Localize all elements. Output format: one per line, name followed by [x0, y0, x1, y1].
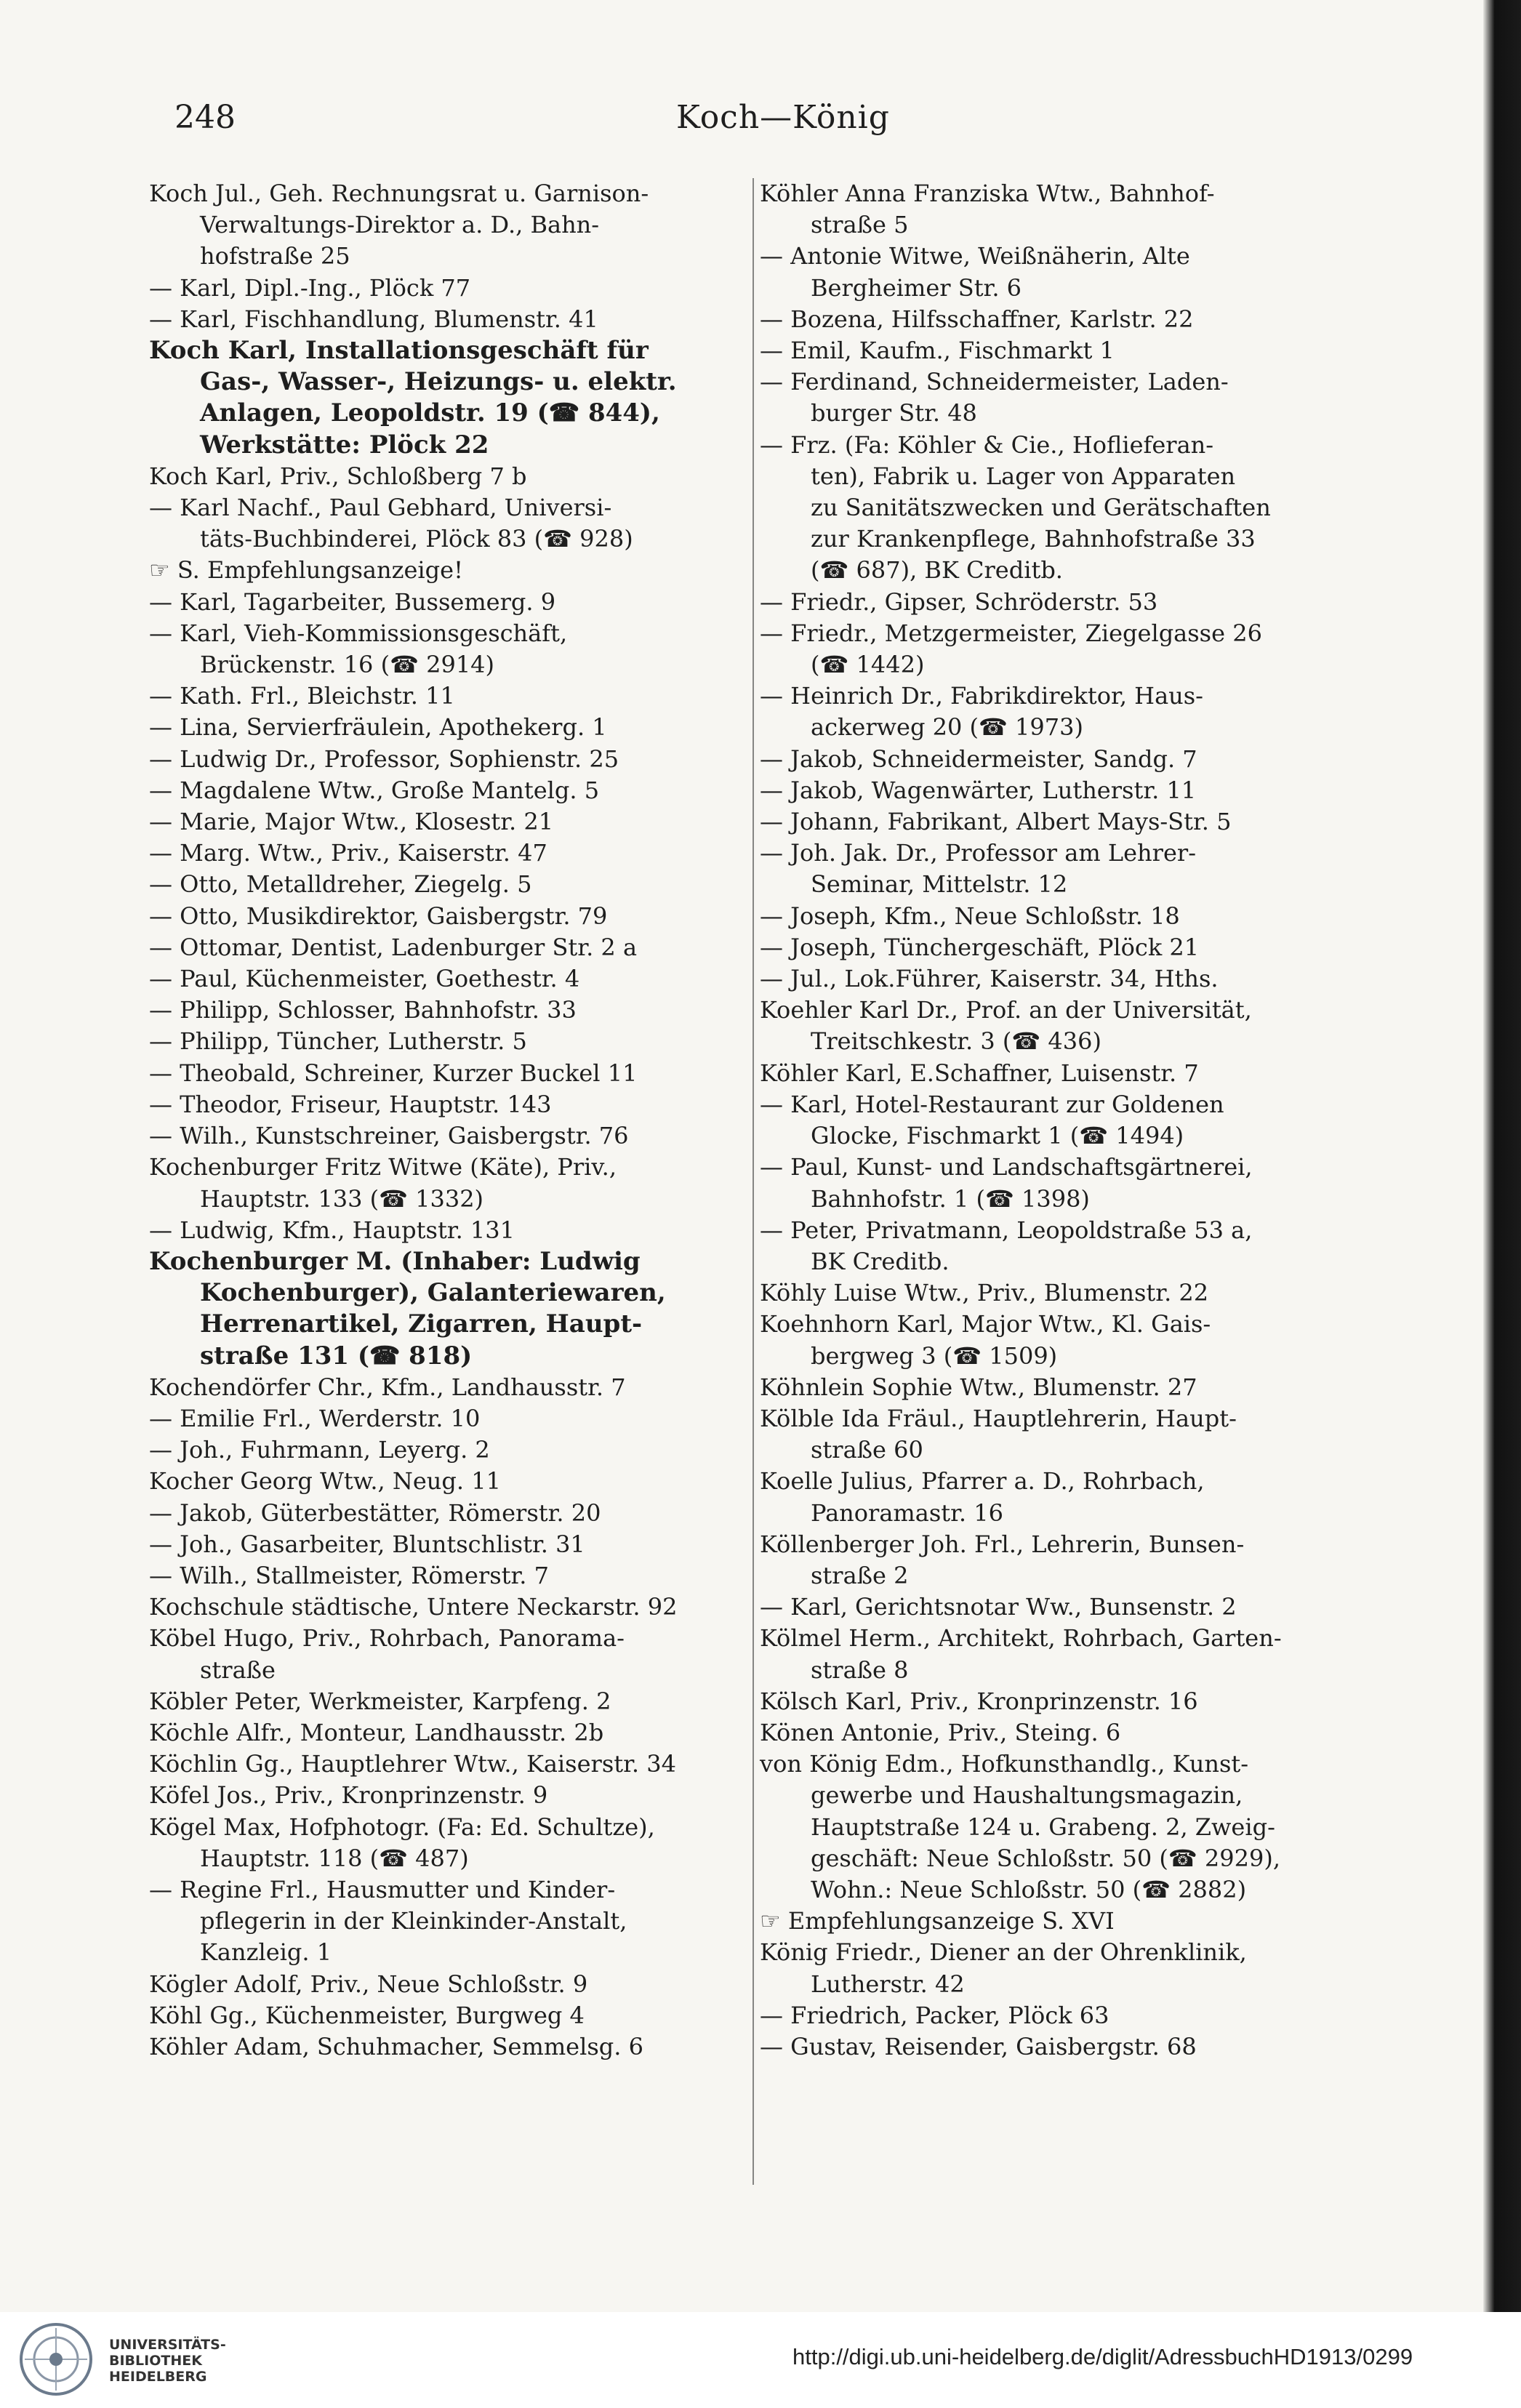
entry-continuation-line: Kochenburger), Galanteriewaren,	[200, 1278, 666, 1308]
entry-line: — Jakob, Schneidermeister, Sandg. 7	[760, 745, 1197, 773]
directory-entry	[149, 335, 774, 461]
directory-entry	[149, 1749, 774, 1780]
entry-line: — Emil, Kaufm., Fischmarkt 1	[760, 337, 1115, 365]
entry-line: — Ottomar, Dentist, Ladenburger Str. 2 a	[149, 933, 638, 961]
directory-entry	[149, 618, 774, 681]
entry-line: — Marg. Wtw., Priv., Kaiserstr. 47	[149, 839, 547, 867]
entry-line: — Frz. (Fa: Köhler & Cie., Hoflieferan-	[760, 430, 1214, 459]
entry-continuation-line: Hauptstr. 118 (☎ 487)	[200, 1844, 469, 1872]
directory-entry	[149, 555, 774, 586]
entry-line: Köchle Alfr., Monteur, Landhausstr. 2b	[149, 1718, 604, 1746]
entry-continuation-line: zu Sanitätszwecken und Gerätschaften	[811, 494, 1271, 522]
entry-line: Koelle Julius, Pfarrer a. D., Rohrbach,	[760, 1467, 1205, 1496]
entry-continuation-line: (☎ 687), BK Creditb.	[811, 556, 1063, 585]
entry-line: — Theobald, Schreiner, Kurzer Buckel 11	[149, 1059, 638, 1087]
directory-entry	[149, 681, 774, 712]
entry-line: — Otto, Musikdirektor, Gaisbergstr. 79	[149, 902, 608, 930]
directory-entry	[149, 1026, 774, 1057]
directory-entry	[760, 304, 1385, 335]
entry-line: — Karl, Vieh-Kommissionsgeschäft,	[149, 619, 568, 647]
entry-line: — Joseph, Tünchergeschäft, Plöck 21	[760, 933, 1200, 961]
entry-line: — Otto, Metalldreher, Ziegelg. 5	[149, 870, 532, 899]
entry-line: — Marie, Major Wtw., Klosestr. 21	[149, 808, 554, 836]
directory-entry	[760, 806, 1385, 838]
running-head: Koch—König	[676, 99, 890, 136]
entry-continuation-line: ten), Fabrik u. Lager von Apparaten	[811, 462, 1236, 490]
entry-continuation-line: Wohn.: Neue Schloßstr. 50 (☎ 2882)	[811, 1875, 1247, 1903]
entry-line: Kölble Ida Fräul., Hauptlehrerin, Haupt-	[760, 1404, 1237, 1432]
library-name-line: UNIVERSITÄTS-	[109, 2337, 226, 2353]
footer	[0, 2312, 1521, 2408]
directory-entry	[149, 932, 774, 963]
directory-entry	[149, 1874, 774, 1969]
entry-line: — Antonie Witwe, Weißnäherin, Alte	[760, 242, 1190, 270]
directory-entry	[149, 461, 774, 492]
directory-entry	[149, 1372, 774, 1403]
entry-line: — Friedr., Metzgermeister, Ziegelgasse 26	[760, 619, 1262, 647]
directory-entry	[149, 587, 774, 618]
directory-entry	[149, 1403, 774, 1434]
directory-entry	[149, 712, 774, 743]
entry-line: — Karl, Tagarbeiter, Bussemerg. 9	[149, 587, 556, 616]
entry-line: — Jakob, Güterbestätter, Römerstr. 20	[149, 1498, 601, 1527]
directory-entry	[760, 1372, 1385, 1403]
directory-entry	[760, 1592, 1385, 1623]
directory-entry	[760, 838, 1385, 900]
entry-line: — Wilh., Kunstschreiner, Gaisbergstr. 76	[149, 1122, 629, 1150]
directory-entry	[760, 995, 1385, 1057]
entry-line: — Karl, Dipl.-Ing., Plöck 77	[149, 273, 471, 302]
entry-continuation-line: straße 60	[811, 1436, 923, 1464]
entry-line: von König Edm., Hofkunsthandlg., Kunst-	[760, 1750, 1249, 1778]
entry-continuation-line: Hauptstraße 124 u. Grabeng. 2, Zweig-	[811, 1813, 1275, 1841]
directory-entry	[149, 2000, 774, 2031]
entry-continuation-line: Treitschkestr. 3 (☎ 436)	[811, 1027, 1101, 1056]
directory-entry	[760, 681, 1385, 743]
directory-entry	[149, 1560, 774, 1592]
entry-line: Koehler Karl Dr., Prof. an der Universität,	[760, 996, 1252, 1024]
directory-entry	[760, 744, 1385, 775]
entry-line: Kölmel Herm., Architekt, Rohrbach, Garten-	[760, 1624, 1282, 1653]
directory-entry	[149, 838, 774, 869]
directory-entry	[149, 995, 774, 1026]
directory-entry	[760, 1717, 1385, 1749]
entry-continuation-line: gewerbe und Haushaltungsmagazin,	[811, 1781, 1243, 1810]
entry-line: Köllenberger Joh. Frl., Lehrerin, Bunsen-	[760, 1530, 1245, 1558]
entry-line: — Philipp, Tüncher, Lutherstr. 5	[149, 1027, 527, 1056]
entry-line: Köbel Hugo, Priv., Rohrbach, Panorama-	[149, 1624, 625, 1653]
directory-entry	[760, 1937, 1385, 1999]
entry-line: — Ludwig, Kfm., Hauptstr. 131	[149, 1216, 515, 1244]
entry-line: Köfel Jos., Priv., Kronprinzenstr. 9	[149, 1781, 548, 1810]
directory-entry	[149, 1717, 774, 1749]
directory-entry	[760, 1466, 1385, 1528]
entry-line: — Karl Nachf., Paul Gebhard, Universi-	[149, 494, 612, 522]
directory-entry	[149, 744, 774, 775]
library-name-line: BIBLIOTHEK	[109, 2353, 202, 2369]
directory-entry	[149, 901, 774, 932]
entry-line: Köhler Adam, Schuhmacher, Semmelsg. 6	[149, 2032, 643, 2060]
directory-entry	[149, 273, 774, 304]
directory-entry	[149, 1466, 774, 1497]
directory-entry	[149, 1058, 774, 1089]
directory-entry	[760, 1277, 1385, 1309]
directory-entry	[760, 366, 1385, 429]
directory-entry	[760, 430, 1385, 587]
entry-continuation-line: straße 5	[811, 211, 909, 239]
entry-continuation-line: Kanzleig. 1	[200, 1938, 332, 1967]
library-name-line: HEIDELBERG	[109, 2369, 207, 2385]
entry-line: — Emilie Frl., Werderstr. 10	[149, 1404, 481, 1432]
directory-entry	[149, 1246, 774, 1372]
entry-line: — Karl, Hotel-Restaurant zur Goldenen	[760, 1090, 1224, 1118]
directory-entry	[760, 1309, 1385, 1371]
entry-line: König Friedr., Diener an der Ohrenklinik,	[760, 1938, 1247, 1967]
directory-entry	[149, 1215, 774, 1246]
directory-entry	[149, 1812, 774, 1874]
directory-entry	[760, 618, 1385, 681]
directory-entry	[149, 775, 774, 806]
directory-entry	[149, 963, 774, 995]
entry-line: — Gustav, Reisender, Gaisbergstr. 68	[760, 2032, 1197, 2060]
entry-continuation-line: Werkstätte: Plöck 22	[200, 430, 489, 459]
entry-line: — Magdalene Wtw., Große Mantelg. 5	[149, 776, 600, 804]
entry-line: — Johann, Fabrikant, Albert Mays-Str. 5	[760, 808, 1232, 836]
entry-continuation-line: burger Str. 48	[811, 399, 977, 428]
directory-entry	[760, 1749, 1385, 1906]
entry-continuation-line: hofstraße 25	[200, 242, 350, 270]
directory-entry	[760, 2000, 1385, 2031]
directory-entry	[760, 241, 1385, 303]
entry-line: Kögler Adolf, Priv., Neue Schloßstr. 9	[149, 1970, 588, 1998]
directory-entry	[760, 1686, 1385, 1717]
entry-line: — Philipp, Schlosser, Bahnhofstr. 33	[149, 996, 577, 1024]
entry-line: — Ferdinand, Schneidermeister, Laden-	[760, 368, 1229, 396]
entry-continuation-line: Herrenartikel, Zigarren, Haupt-	[200, 1309, 643, 1339]
entry-line: Kochschule städtische, Untere Neckarstr. 92	[149, 1593, 678, 1621]
directory-entry	[760, 1529, 1385, 1592]
library-logo-icon	[16, 2319, 96, 2399]
entry-continuation-line: zur Krankenpflege, Bahnhofstraße 33	[811, 525, 1256, 553]
entry-line: Köchlin Gg., Hauptlehrer Wtw., Kaiserstr. 34	[149, 1750, 676, 1778]
entry-continuation-line: Bahnhofstr. 1 (☎ 1398)	[811, 1184, 1090, 1213]
entry-continuation-line: Anlagen, Leopoldstr. 19 (☎ 844),	[200, 398, 660, 428]
entry-line: — Kath. Frl., Bleichstr. 11	[149, 682, 455, 710]
entry-continuation-line: Gas-, Wasser-, Heizungs- u. elektr.	[200, 367, 677, 397]
page-header	[0, 95, 1483, 145]
directory-entry	[760, 775, 1385, 806]
right-column	[760, 178, 1385, 2063]
directory-entry	[760, 2031, 1385, 2063]
directory-entry	[149, 178, 774, 273]
directory-entry	[760, 178, 1385, 241]
entry-line: — Jul., Lok.Führer, Kaiserstr. 34, Hths.	[760, 965, 1219, 993]
entry-line: Kögel Max, Hofphotogr. (Fa: Ed. Schultze),	[149, 1813, 655, 1841]
entry-line: — Paul, Kunst- und Landschaftsgärtnerei,	[760, 1153, 1253, 1181]
entry-line: ☞ S. Empfehlungsanzeige!	[149, 556, 463, 585]
entry-line: — Friedrich, Packer, Plöck 63	[760, 2001, 1109, 2029]
entry-line: — Theodor, Friseur, Hauptstr. 143	[149, 1090, 552, 1118]
directory-entry	[149, 869, 774, 900]
entry-line: — Joh., Gasarbeiter, Bluntschlistr. 31	[149, 1530, 585, 1558]
directory-entry	[760, 1623, 1385, 1685]
entry-line: Koch Karl, Priv., Schloßberg 7 b	[149, 462, 527, 490]
directory-entry	[760, 932, 1385, 963]
entry-line: — Joseph, Kfm., Neue Schloßstr. 18	[760, 902, 1180, 930]
directory-entry	[149, 1529, 774, 1560]
source-url-link[interactable]: http://digi.ub.uni-heidelberg.de/diglit/AdressbuchHD1913/0299	[792, 2344, 1413, 2369]
entry-line: — Paul, Küchenmeister, Goethestr. 4	[149, 965, 580, 993]
directory-entry	[149, 1969, 774, 2000]
entry-line: — Bozena, Hilfsschaffner, Karlstr. 22	[760, 305, 1194, 333]
directory-entry	[149, 2031, 774, 2063]
directory-entry	[760, 587, 1385, 618]
left-column	[149, 178, 774, 2063]
entry-line: Köhler Anna Franziska Wtw., Bahnhof-	[760, 180, 1215, 207]
entry-line: Köhler Karl, E.Schaffner, Luisenstr. 7	[760, 1059, 1199, 1087]
directory-entry	[760, 1403, 1385, 1466]
entry-continuation-line: Lutherstr. 42	[811, 1970, 965, 1998]
page-number: 248	[174, 99, 236, 136]
directory-entry	[149, 1780, 774, 1811]
entry-line: — Lina, Servierfräulein, Apothekerg. 1	[149, 713, 607, 742]
entry-continuation-line: Panoramastr. 16	[811, 1498, 1003, 1527]
entry-continuation-line: Verwaltungs-Direktor a. D., Bahn-	[200, 211, 600, 239]
entry-continuation-line: geschäft: Neue Schloßstr. 50 (☎ 2929),	[811, 1844, 1280, 1872]
directory-entry	[149, 1089, 774, 1120]
entry-line: Kochendörfer Chr., Kfm., Landhausstr. 7	[149, 1373, 626, 1401]
entry-line: — Jakob, Wagenwärter, Lutherstr. 11	[760, 776, 1197, 804]
entry-line: — Joh., Fuhrmann, Leyerg. 2	[149, 1436, 490, 1464]
entry-continuation-line: straße 2	[811, 1561, 909, 1589]
entry-continuation-line: ackerweg 20 (☎ 1973)	[811, 713, 1083, 742]
directory-entry	[149, 806, 774, 838]
directory-entry	[760, 901, 1385, 932]
entry-line: Koehnhorn Karl, Major Wtw., Kl. Gais-	[760, 1310, 1211, 1339]
directory-entry	[149, 1152, 774, 1214]
entry-continuation-line: täts-Buchbinderei, Plöck 83 (☎ 928)	[200, 525, 633, 553]
directory-entry	[760, 1215, 1385, 1277]
entry-line: Köbler Peter, Werkmeister, Karpfeng. 2	[149, 1687, 611, 1715]
directory-entry	[149, 1592, 774, 1623]
directory-entry	[760, 1906, 1385, 1937]
entry-continuation-line: Bergheimer Str. 6	[811, 273, 1022, 302]
directory-entry	[760, 1058, 1385, 1089]
entry-line: Kölsch Karl, Priv., Kronprinzenstr. 16	[760, 1687, 1198, 1715]
entry-line: Kochenburger M. (Inhaber: Ludwig	[149, 1246, 641, 1276]
entry-continuation-line: Glocke, Fischmarkt 1 (☎ 1494)	[811, 1122, 1184, 1150]
directory-entry	[760, 1089, 1385, 1152]
entry-continuation-line: bergweg 3 (☎ 1509)	[811, 1341, 1058, 1370]
entry-line: — Karl, Fischhandlung, Blumenstr. 41	[149, 305, 598, 333]
entry-line: Köhnlein Sophie Wtw., Blumenstr. 27	[760, 1373, 1197, 1401]
library-name	[109, 2337, 226, 2385]
directory-entry	[760, 1152, 1385, 1214]
entry-line: — Ludwig Dr., Professor, Sophienstr. 25	[149, 745, 619, 773]
directory-entry	[149, 1623, 774, 1685]
entry-line: Kocher Georg Wtw., Neug. 11	[149, 1467, 501, 1496]
directory-entry	[149, 1498, 774, 1529]
entry-continuation-line: Hauptstr. 133 (☎ 1332)	[200, 1184, 484, 1213]
entry-continuation-line: (☎ 1442)	[811, 651, 925, 679]
directory-entry	[149, 1434, 774, 1466]
entry-line: — Joh. Jak. Dr., Professor am Lehrer-	[760, 839, 1196, 867]
entry-continuation-line: straße 131 (☎ 818)	[200, 1341, 473, 1370]
column-divider	[753, 178, 754, 2185]
entry-line: — Friedr., Gipser, Schröderstr. 53	[760, 587, 1158, 616]
entry-line: — Heinrich Dr., Fabrikdirektor, Haus-	[760, 682, 1203, 710]
entry-line: — Karl, Gerichtsnotar Ww., Bunsenstr. 2	[760, 1593, 1237, 1621]
entry-line: Koch Karl, Installationsgeschäft für	[149, 336, 649, 366]
entry-line: Koch Jul., Geh. Rechnungsrat u. Garnison-	[149, 180, 649, 207]
directory-entry	[149, 492, 774, 555]
directory-entry	[149, 1120, 774, 1152]
directory-entry	[149, 304, 774, 335]
directory-entry	[760, 963, 1385, 995]
entry-line: — Peter, Privatmann, Leopoldstraße 53 a,	[760, 1216, 1253, 1244]
entry-line: — Wilh., Stallmeister, Römerstr. 7	[149, 1561, 549, 1589]
entry-continuation-line: straße 8	[811, 1656, 909, 1684]
entry-continuation-line: straße	[200, 1656, 276, 1684]
directory-entry	[760, 335, 1385, 366]
entry-line: Köhly Luise Wtw., Priv., Blumenstr. 22	[760, 1279, 1209, 1307]
directory-entry	[149, 1686, 774, 1717]
entry-continuation-line: Brückenstr. 16 (☎ 2914)	[200, 651, 495, 679]
entry-continuation-line: BK Creditb.	[811, 1247, 950, 1275]
entry-line: Kochenburger Fritz Witwe (Käte), Priv.,	[149, 1153, 617, 1181]
entry-line: ☞ Empfehlungsanzeige S. XVI	[760, 1907, 1115, 1935]
entry-continuation-line: pflegerin in der Kleinkinder-Anstalt,	[200, 1907, 627, 1935]
entry-line: Köhl Gg., Küchenmeister, Burgweg 4	[149, 2001, 585, 2029]
entry-line: — Regine Frl., Hausmutter und Kinder-	[149, 1875, 616, 1903]
page-edge-shadow	[1483, 0, 1521, 2408]
entry-line: Könen Antonie, Priv., Steing. 6	[760, 1718, 1121, 1746]
entry-continuation-line: Seminar, Mittelstr. 12	[811, 870, 1068, 899]
